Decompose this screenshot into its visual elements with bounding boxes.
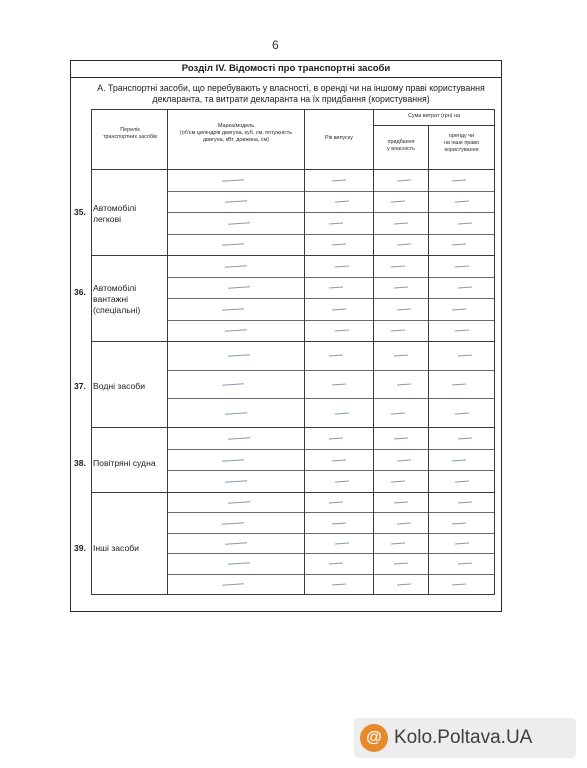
empty-cell-dash [451,308,465,310]
inner-row-line [167,470,495,471]
col-divider-3 [373,109,374,595]
group-divider-35-36 [91,255,495,256]
empty-cell-dash [394,287,408,289]
col-divider-2 [304,109,305,595]
at-sign-icon: @ [360,724,388,752]
row-37-number: 37. [74,381,86,391]
empty-cell-dash [335,543,349,545]
empty-cell-dash [222,383,244,386]
empty-cell-dash [228,437,250,440]
empty-cell-dash [222,583,244,586]
empty-cell-dash [332,522,346,524]
empty-cell-dash [222,308,244,311]
inner-row-line [167,398,495,399]
row-36-number: 36. [74,287,86,297]
empty-cell-dash [222,179,244,182]
page-number: 6 [272,38,279,52]
empty-cell-dash [332,459,346,461]
empty-cell-dash [391,201,405,203]
inner-row-line [167,277,495,278]
empty-cell-dash [335,412,349,414]
empty-cell-dash [228,501,250,504]
empty-cell-dash [457,287,471,289]
empty-cell-dash [332,384,346,386]
empty-cell-dash [391,330,405,332]
inner-row-line [167,553,495,554]
empty-cell-dash [397,308,411,310]
inner-row-line [167,234,495,235]
row-38-number: 38. [74,458,86,468]
empty-cell-dash [457,563,471,565]
empty-cell-dash [329,222,343,224]
group-divider-38-39 [91,492,495,493]
empty-cell-dash [225,542,247,545]
empty-cell-dash [332,583,346,585]
table-left-border [91,109,92,595]
inner-row-line [167,449,495,450]
empty-cell-dash [222,522,244,525]
empty-cell-dash [329,502,343,504]
section-subtitle [91,83,491,105]
row-39-label: Інші засоби [93,543,139,553]
inner-row-line [167,574,495,575]
row-36-label: Автомобілі вантажні (спеціальні) [93,283,141,315]
inner-row-line [167,212,495,213]
empty-cell-dash [335,330,349,332]
header-list: Перелік транспортних засобів [103,127,157,140]
header-year: Рік випуску [325,135,353,141]
empty-cell-dash [225,480,247,483]
table-top-border [91,109,495,110]
empty-cell-dash [454,412,468,414]
table-right-border [494,109,495,595]
empty-cell-dash [228,355,250,358]
empty-cell-dash [394,222,408,224]
inner-row-line [167,370,495,371]
empty-cell-dash [228,286,250,289]
empty-cell-dash [394,563,408,565]
table-bottom-border [91,594,495,595]
empty-cell-dash [335,265,349,267]
empty-cell-dash [222,459,244,462]
empty-cell-dash [397,583,411,585]
inner-row-line [167,512,495,513]
empty-cell-dash [451,179,465,181]
empty-cell-dash [329,563,343,565]
empty-cell-dash [394,437,408,439]
empty-cell-dash [329,287,343,289]
empty-cell-dash [397,179,411,181]
col-divider-1 [167,109,168,595]
empty-cell-dash [391,481,405,483]
empty-cell-dash [457,502,471,504]
empty-cell-dash [397,244,411,246]
inner-row-line [167,191,495,192]
subtitle-line-1: А. Транспортні засоби, що перебувають у власності, в оренді чи на іншому праві користування [97,83,485,93]
empty-cell-dash [332,308,346,310]
watermark-text: Kolo.Poltava.UA [394,727,533,748]
header-buy: придбання у власність [387,139,415,152]
empty-cell-dash [451,583,465,585]
empty-cell-dash [451,384,465,386]
header-sum: Сума витрат (грн) на [408,113,460,119]
empty-cell-dash [451,459,465,461]
inner-row-line [167,298,495,299]
empty-cell-dash [332,244,346,246]
row-35-label: Автомобілі легкові [93,203,137,224]
empty-cell-dash [454,543,468,545]
empty-cell-dash [391,265,405,267]
empty-cell-dash [397,384,411,386]
empty-cell-dash [335,481,349,483]
empty-cell-dash [454,201,468,203]
header-bottom-border [91,169,495,170]
empty-cell-dash [332,179,346,181]
inner-row-line [167,533,495,534]
empty-cell-dash [457,355,471,357]
empty-cell-dash [454,265,468,267]
empty-cell-dash [457,222,471,224]
empty-cell-dash [391,543,405,545]
empty-cell-dash [329,355,343,357]
empty-cell-dash [397,459,411,461]
empty-cell-dash [394,355,408,357]
empty-cell-dash [391,412,405,414]
row-39-number: 39. [74,543,86,553]
empty-cell-dash [225,412,247,415]
subtitle-line-2: декларанта, та витрати декларанта на їх придбання (користування) [152,94,430,104]
empty-cell-dash [228,563,250,566]
empty-cell-dash [228,222,250,225]
group-divider-36-37 [91,341,495,342]
sum-subheader-line [373,125,495,126]
empty-cell-dash [454,330,468,332]
empty-cell-dash [225,200,247,203]
col-divider-4 [428,125,429,595]
empty-cell-dash [451,522,465,524]
group-divider-37-38 [91,427,495,428]
empty-cell-dash [394,502,408,504]
row-38-label: Повітряні судна [93,458,156,468]
header-model: Марка/модель (об'єм циліндрів двигуна, куб. см, потужність двигуна, кВт, довжина, см) [179,123,293,143]
header-rent: оренду чи на інше право користування [443,133,480,153]
empty-cell-dash [457,437,471,439]
empty-cell-dash [335,201,349,203]
empty-cell-dash [397,522,411,524]
row-35-number: 35. [74,207,86,217]
empty-cell-dash [225,265,247,268]
row-37-label: Водні засоби [93,381,145,391]
watermark-badge [354,718,576,758]
inner-row-line [167,320,495,321]
empty-cell-dash [222,243,244,246]
empty-cell-dash [225,329,247,332]
section-title: Розділ IV. Відомості про транспортні засоби [71,61,501,78]
empty-cell-dash [451,244,465,246]
empty-cell-dash [454,481,468,483]
empty-cell-dash [329,437,343,439]
declaration-form-frame [70,60,502,612]
